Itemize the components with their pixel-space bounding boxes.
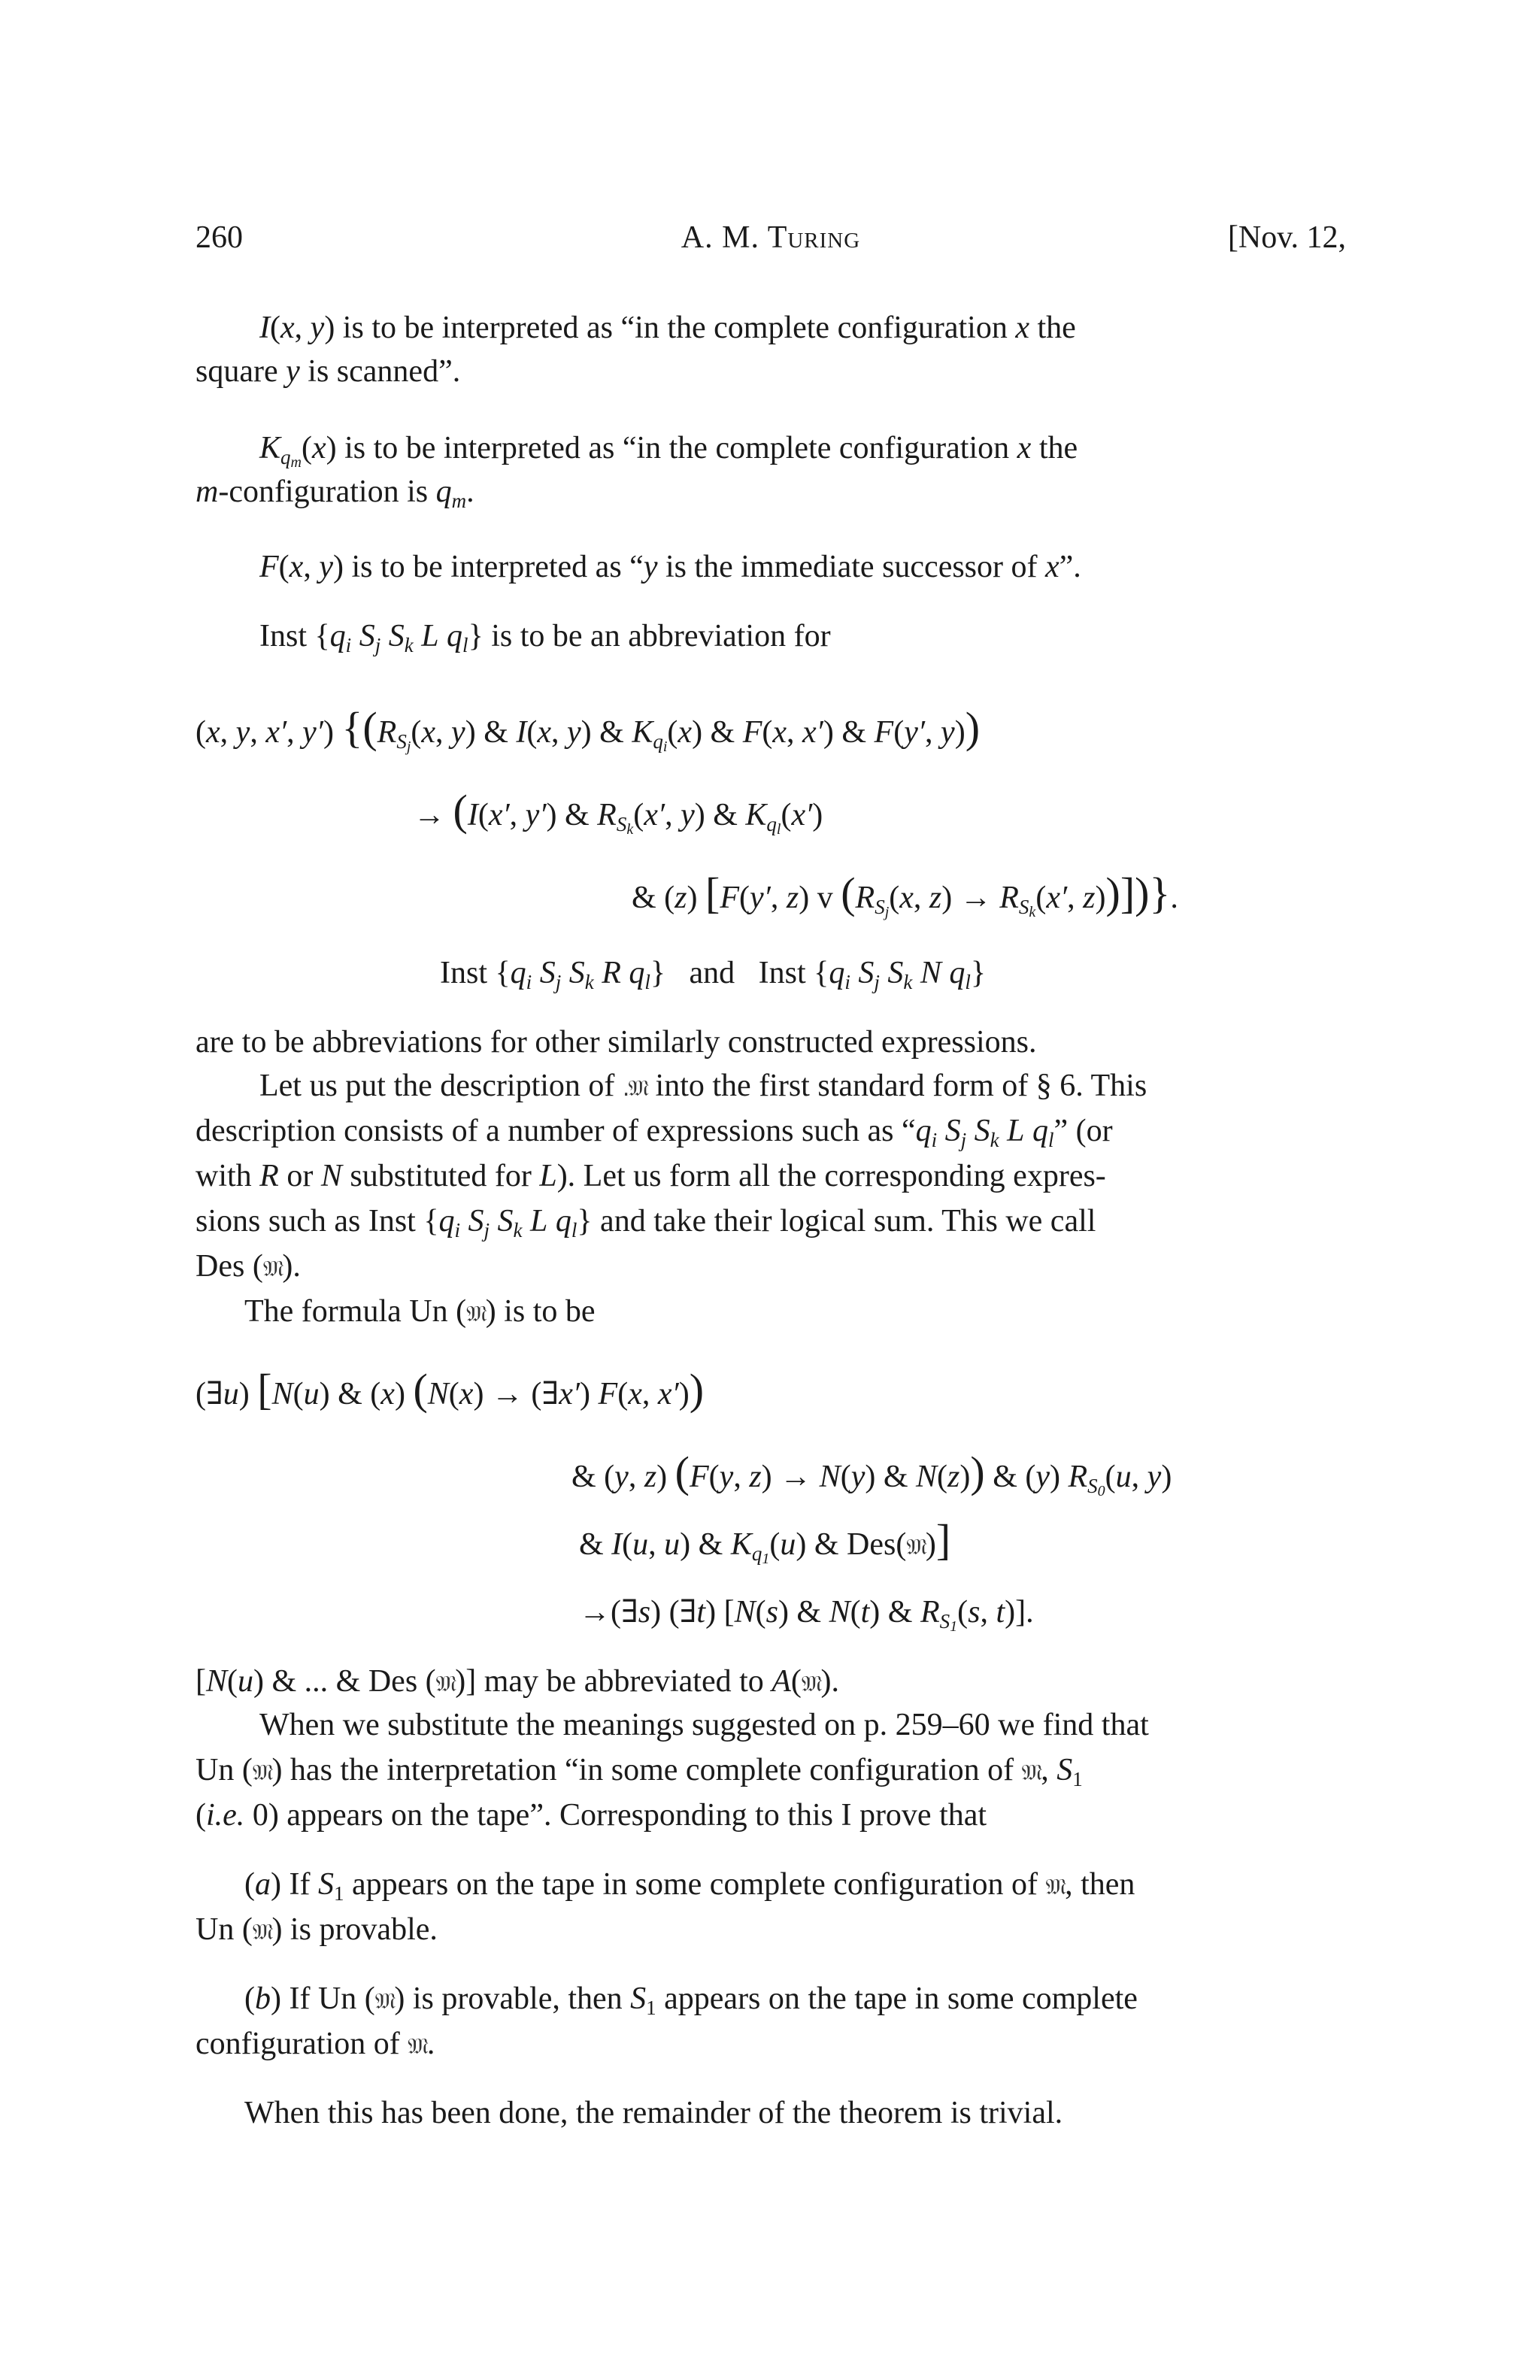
paragraph-description-line-1: Let us put the description of .𝔐 into the first standard form of § 6. This <box>259 1069 1147 1103</box>
def-f-line: F(x, y) is to be interpreted as “y is the immediate successor of x”. <box>259 550 1081 584</box>
paragraph-interp-line-3: (i.e. 0) appears on the tape”. Corresponding to this I prove that <box>196 1798 987 1833</box>
paragraph-description-line-5: Des (𝔐). <box>196 1249 301 1284</box>
final-sentence: When this has been done, the remainder of the theorem is trivial. <box>244 2096 1063 2130</box>
inst-r-n-line: Inst {$q_i$ $S_j$ $S_k$ R $q_l$} and Inst {$q_i$ $S_j$ $S_k$ N $q_l$} <box>440 956 987 993</box>
paragraph-interp-line-1: When we substitute the meanings suggested on p. 259–60 we find that <box>259 1708 1149 1742</box>
def-k-line-1: $K_{q_m}(x)$ is to be interpreted as “in the complete configuration x the <box>259 431 1078 471</box>
def-inst-line: Inst {$q_i$ $S_j$ $S_k$ L $q_l$} is to be an abbreviation for <box>259 619 831 656</box>
running-header <box>196 220 1346 265</box>
claim-a-line-2: Un (𝔐) is provable. <box>196 1912 438 1947</box>
formula-2-line-4: →(∃s) (∃t) [N(s) & N(t) & $R_{S_1}(s$, t)]. <box>579 1595 1034 1635</box>
running-title: A. M. Turing <box>681 220 861 255</box>
page-number: 260 <box>196 220 243 255</box>
abbreviations-line: are to be abbreviations for other similarly constructed expressions. <box>196 1025 1037 1060</box>
def-i-line-1: I(x, y) is to be interpreted as “in the complete configuration x the <box>259 311 1076 345</box>
claim-b-line-1: (b) If Un (𝔐) is provable, then $S_1$ appears on the tape in some complete <box>244 1981 1138 2019</box>
formula-2-line-3: & I(u, u) & $K_{q_1}(u)$ & Des(𝔐)] <box>579 1515 951 1567</box>
claim-b-line-2: configuration of 𝔐. <box>196 2027 435 2061</box>
paragraph-description-line-3: with R or N substituted for L). Let us form all the corresponding expres- <box>196 1159 1106 1193</box>
formula-1-line-2: → (I(x′, y′) & $R_{S_k}(x'$, y) & $K_{q_l}(x')$ <box>414 786 823 838</box>
paragraph-description-line-2: description consists of a number of expressions such as “$q_i$ $S_j$ $S_k$ L $q_l$” (or <box>196 1114 1113 1151</box>
claim-a-line-1: (a) If $S_1$ appears on the tape in some complete configuration of 𝔐, then <box>244 1867 1135 1905</box>
def-i-line-2: square y is scanned”. <box>196 354 461 389</box>
def-k-line-2: m-configuration is $q_m$. <box>196 474 474 512</box>
formula-2-line-1: (∃u) [N(u) & (x) (N(x) → (∃x′) F(x, x′)) <box>196 1365 705 1414</box>
formula-1-line-3: & (z) [F(y′, z) v ($R_{S_j}(x$, $z) \to R_{S_k}(x'$, z))])}. <box>632 869 1178 920</box>
abbreviation-A-line: [N(u) & ... & Des (𝔐)] may be abbreviated to A(𝔐). <box>196 1664 840 1699</box>
formula-2-line-2: & (y, z) (F(y, z) → N(y) & N(z)) & (y) $R_{S_0}(u$, y) <box>571 1448 1172 1499</box>
running-date: [Nov. 12, <box>1227 220 1346 255</box>
formula-1-line-1: (x, y, x′, y′) {($R_{S_j}(x$, y) & I(x, y) & $K_{q_i}(x)$ & F(x, x′) & F(y′, y)) <box>196 703 981 755</box>
paragraph-description-line-4: sions such as Inst {$q_i$ $S_j$ $S_k$ L $q_l$} and take their logical sum. This we call <box>196 1204 1096 1242</box>
formula-un-intro: The formula Un (𝔐) is to be <box>244 1294 596 1329</box>
paragraph-interp-line-2: Un (𝔐) has the interpretation “in some complete configuration of 𝔐, $S_1$ <box>196 1753 1083 1790</box>
